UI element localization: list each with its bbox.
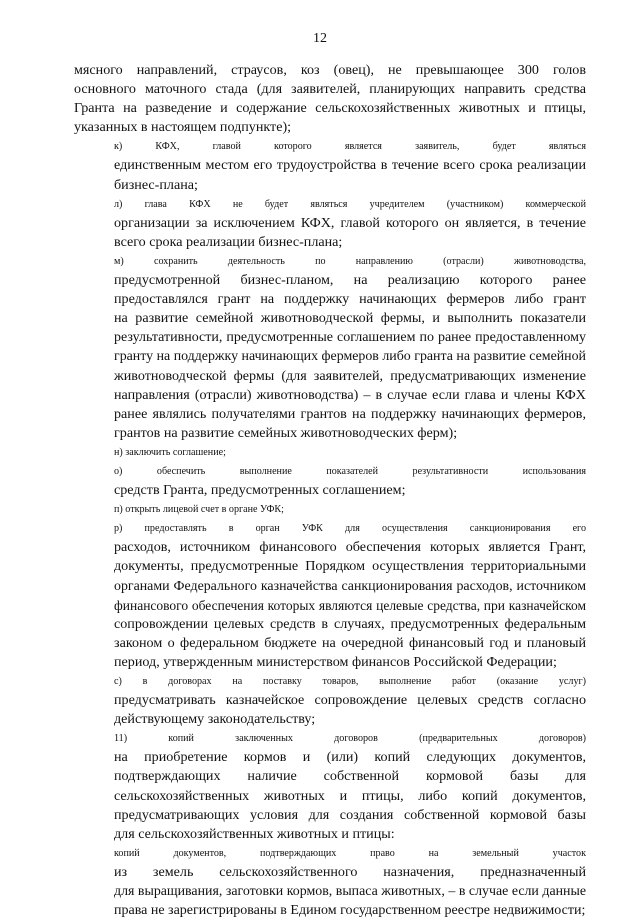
page-number: 12 [313, 31, 327, 46]
text-line: бизнес-плана; [114, 176, 198, 193]
text-line: направления (отрасли) животноводства) – в случае если глава и члены КФХ [114, 386, 586, 403]
text-line: предоставлялся грант на поддержку начинающих фермеров либо грант [114, 291, 586, 308]
text-line: органами Федерального казначейства санкционирования расходов, источником [114, 578, 586, 594]
text-line: на приобретение кормов и (или) копий следующих документов, [114, 749, 586, 766]
text-line: предусмотренной бизнес-планом, на реализацию которого ранее [114, 272, 586, 289]
document-body [74, 61, 586, 920]
text-line: основного маточного стада (для заявителей, планирующих направить средства [74, 81, 586, 98]
text-line: грантов на развитие семейных животноводческих ферм); [114, 424, 458, 441]
text-line: финансового обеспечения которых являются целевые средства, при казначейском [114, 597, 586, 613]
text-line: гранту на поддержку начинающих фермеров либо гранта на развитие семейной [114, 349, 586, 365]
text-line: период, утвержденным министерством финансов Российской Федерации; [114, 653, 557, 670]
text-line: сопровождении целевых средств в случаях, предусмотренных федеральным [114, 615, 586, 632]
text-line: предусматривающих условия для создания собственной кормовой базы [114, 806, 586, 823]
paragraph-k [74, 137, 586, 194]
text-line: с) в договорах на поставку товаров, выполнение работ (оказание услуг) [114, 676, 586, 687]
text-line: расходов, источником финансового обеспечения которых является Грант, [114, 539, 586, 556]
text-line: результативности, предусмотренные соглашением по ранее предоставленному [114, 330, 586, 346]
paragraph-l [74, 195, 586, 252]
text-line: подтверждающих наличие собственной кормовой базы для [114, 768, 586, 785]
text-line: м) сохранить деятельность по направлению (отрасли) животноводства, [114, 255, 586, 267]
text-line: 11) копий заключенных договоров (предварительных договоров) [114, 733, 586, 745]
text-line: права не зарегистрированы в Едином государственном реестре недвижимости; [114, 903, 586, 919]
text-line: документы, предусмотренные Порядком осуществления территориальными [114, 558, 586, 575]
paragraph-land [74, 844, 586, 920]
text-line: к) КФХ, главой которого является заявитель, будет являться [114, 141, 586, 153]
text-line: л) глава КФХ не будет являться учредителем (участником) коммерческой [114, 198, 586, 210]
text-line: единственным местом его трудоустройства в течение всего срока реализации [114, 157, 586, 174]
text-line: указанных в настоящем подпункте); [74, 119, 292, 136]
text-line: из земель сельскохозяйственного назначения, предназначенный [114, 863, 586, 880]
paragraph-o [74, 462, 586, 500]
paragraph-s [74, 672, 586, 729]
text-line: копий документов, подтверждающих право на земельный участок [114, 847, 586, 859]
text-line: р) предоставлять в орган УФК для осуществления санкционирования его [114, 523, 586, 535]
text-line: сельскохозяйственных животных и птицы, либо копий документов, [114, 787, 586, 804]
paragraph-cont [74, 61, 586, 137]
text-line: средств Гранта, предусмотренных соглашением; [114, 482, 406, 499]
text-line: Гранта на разведение и содержание сельскохозяйственных животных и птицы, [74, 100, 586, 117]
text-line: для сельскохозяйственных животных и птицы: [114, 825, 395, 842]
paragraph-r [74, 519, 586, 672]
text-line: н) заключить соглашение; [114, 446, 226, 458]
paragraph-n [74, 443, 586, 462]
text-line: всего срока реализации бизнес-плана; [114, 233, 343, 250]
paragraph-item11 [74, 729, 586, 844]
text-line: о) обеспечить выполнение показателей результативности использования [114, 465, 586, 477]
paragraph-p [74, 500, 586, 519]
text-line: предусматривать казначейское сопровождение целевых средств согласно [114, 692, 586, 709]
text-line: ранее являлись получателями грантов на поддержку начинающих фермеров, [114, 405, 586, 422]
text-line: законом о федеральном бюджете на очередной финансовый год и плановый [114, 634, 586, 651]
text-line: мясного направлений, страусов, коз (овец), не превышающее 300 голов [74, 62, 586, 78]
text-line: действующему законодательству; [114, 711, 316, 728]
text-line: на развитие семейной животноводческой фермы, и выполнить показатели [114, 310, 586, 327]
text-line: животноводческой фермы (для заявителей, предусматривающих изменение [114, 367, 586, 384]
text-line: для выращивания, заготовки кормов, выпаса животных, – в случае если данные [114, 884, 586, 900]
text-line: организации за исключением КФХ, главой которого он является, в течение [114, 214, 586, 231]
paragraph-m [74, 252, 586, 443]
text-line: п) открыть лицевой счет в органе УФК; [114, 504, 284, 516]
